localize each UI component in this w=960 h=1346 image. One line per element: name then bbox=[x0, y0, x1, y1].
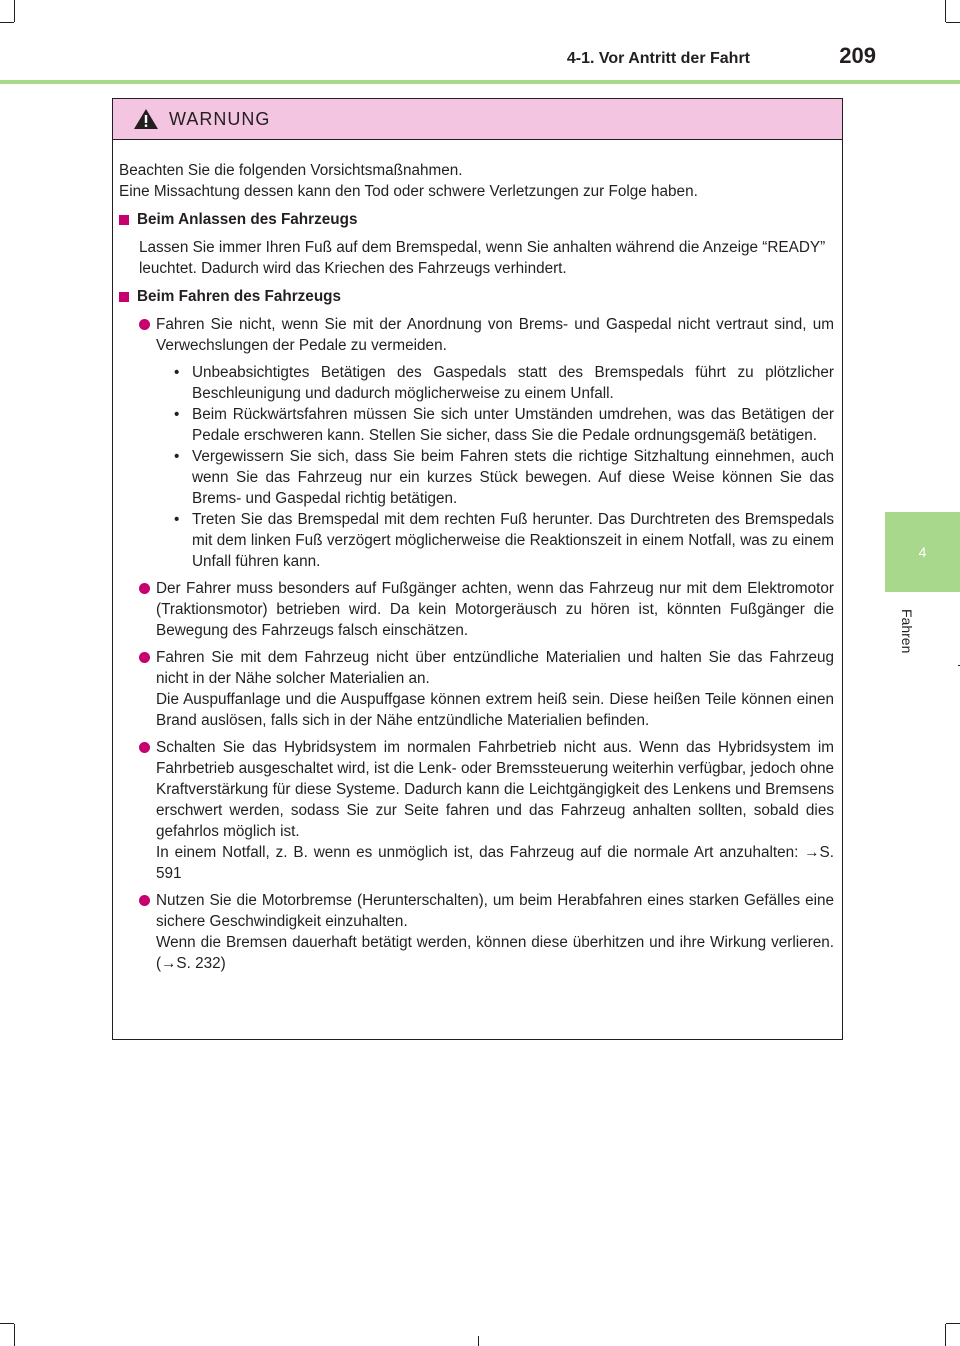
circle-bullet-icon bbox=[139, 742, 150, 753]
circle-bullet-icon bbox=[139, 583, 150, 594]
crop-mark bbox=[478, 1336, 479, 1346]
warning-box bbox=[112, 98, 843, 1040]
section-title: 4-1. Vor Antritt der Fahrt bbox=[566, 50, 750, 67]
circle-bullet-icon bbox=[139, 895, 150, 906]
bullet-dot-icon: • bbox=[174, 448, 180, 465]
square-bullet-icon bbox=[119, 215, 129, 225]
crop-mark bbox=[945, 0, 946, 22]
crop-mark bbox=[946, 1323, 960, 1324]
section-heading bbox=[119, 286, 834, 307]
list-item-content bbox=[156, 578, 834, 641]
list-item-content bbox=[156, 737, 834, 884]
sub-list-item-text: Unbeabsichtigtes Betätigen des Gaspedals statt des Bremspedals führt zu plötzlicher Beschleunigung und dadurch möglicherweise zu einem Unfall. bbox=[192, 364, 834, 402]
paragraph: Nutzen Sie die Motorbremse (Herunterschalten), um beim Herabfahren eines starken Gefälles eine sichere Geschwindigkeit einzuhalten. bbox=[156, 892, 834, 930]
chapter-tab bbox=[885, 512, 960, 592]
sub-list-item-text: Vergewissern Sie sich, dass Sie beim Fahren stets die richtige Sitzhaltung einnehmen, auch wenn Sie das Fahrzeug nur ein kurzes Stück bewegen. Auf diese Weise können Sie das Brems- und Gaspedal richtig betätigen. bbox=[192, 448, 834, 507]
crop-mark bbox=[0, 1323, 14, 1324]
paragraph: Die Auspuffanlage und die Auspuffgase können extrem heiß sein. Diese heißen Teile können einen Brand auslösen, falls sich in der Nähe entzündliche Materialien befinden. bbox=[156, 691, 834, 729]
circle-bullet-icon bbox=[139, 652, 150, 663]
section-text bbox=[139, 237, 834, 279]
warning-intro bbox=[119, 160, 834, 202]
sub-list-item bbox=[174, 404, 834, 446]
crop-mark bbox=[14, 0, 15, 22]
bullet-dot-icon: • bbox=[174, 511, 180, 528]
crop-mark bbox=[0, 22, 14, 23]
crop-mark bbox=[946, 22, 960, 23]
crop-mark bbox=[945, 1324, 946, 1346]
sub-list-item-text: Beim Rückwärtsfahren müssen Sie sich unter Umständen umdrehen, was das Betätigen der Pedale erschweren kann. Stellen Sie sicher, dass Sie die Pedale ordnungsgemäß betätigen. bbox=[192, 406, 834, 444]
list-item-content bbox=[156, 890, 834, 974]
list-item bbox=[139, 647, 834, 731]
list-item bbox=[139, 314, 834, 572]
list-item bbox=[139, 890, 834, 974]
bullet-dot-icon: • bbox=[174, 406, 180, 423]
warning-title: WARNUNG bbox=[169, 108, 271, 129]
section-heading bbox=[119, 209, 834, 230]
sub-list-item-text: Treten Sie das Bremspedal mit dem rechten Fuß herunter. Das Durchtreten des Bremspedals mit dem linken Fuß verzögert möglicherweise die Reaktionszeit in einem Notfall, was zu einem Unfall führen kann. bbox=[192, 511, 834, 570]
section-heading-text: Beim Anlassen des Fahrzeugs bbox=[137, 211, 358, 228]
warning-header bbox=[113, 99, 842, 140]
warning-body bbox=[113, 140, 842, 974]
paragraph: Schalten Sie das Hybridsystem im normalen Fahrbetrieb nicht aus. Wenn das Hybridsystem im Fahrbetrieb ausgeschaltet wird, ist die Lenk- oder Bremssteuerung weiterhin verfügbar, jedoch ohne Kraftverstärkung für diese Systeme. Dadurch kann die Leichtgängigkeit des Lenkens und Bremsens erschwert werden, sodass Sie zur Seite fahren und das Fahrzeug anhalten sollten, sobald dies gefahrlos möglich ist. bbox=[156, 739, 834, 840]
paragraph: Der Fahrer muss besonders auf Fußgänger achten, wenn das Fahrzeug nur mit dem Elektromotor (Traktionsmotor) betrieben wird. Da kein Motorgeräusch zu hören ist, könnten Fußgänger die Bewegung des Fahrzeugs falsch einschätzen. bbox=[156, 580, 834, 639]
list-item-content bbox=[156, 647, 834, 731]
circle-bullet-icon bbox=[139, 319, 150, 330]
list-item bbox=[139, 737, 834, 884]
paragraph: Wenn die Bremsen dauerhaft betätigt werden, können diese überhitzen und ihre Wirkung verlieren. (→S. 232) bbox=[156, 934, 834, 972]
square-bullet-icon bbox=[119, 292, 129, 302]
sub-list-item bbox=[174, 362, 834, 404]
paragraph: Fahren Sie mit dem Fahrzeug nicht über entzündliche Materialien und halten Sie das Fahrzeug nicht in der Nähe solcher Materialien an. bbox=[156, 649, 834, 687]
list-item-content bbox=[156, 314, 834, 572]
sub-list-item bbox=[174, 509, 834, 572]
crop-mark bbox=[14, 1324, 15, 1346]
paragraph: Fahren Sie nicht, wenn Sie mit der Anordnung von Brems- und Gaspedal nicht vertraut sind, um Verwechslungen der Pedale zu vermeiden. bbox=[156, 316, 834, 354]
header-rule bbox=[0, 80, 960, 84]
paragraph: In einem Notfall, z. B. wenn es unmöglich ist, das Fahrzeug auf die normale Art anzuhalten: →S. 591 bbox=[156, 844, 834, 882]
paragraph: Lassen Sie immer Ihren Fuß auf dem Bremspedal, wenn Sie anhalten während die Anzeige “READY” leuchtet. Dadurch wird das Kriechen des Fahrzeugs verhindert. bbox=[139, 239, 826, 277]
chapter-number: 4 bbox=[918, 544, 927, 560]
bullet-dot-icon: • bbox=[174, 364, 180, 381]
section-heading-text: Beim Fahren des Fahrzeugs bbox=[137, 288, 342, 305]
page-number: 209 bbox=[839, 43, 876, 68]
chapter-label: Fahren bbox=[899, 608, 915, 654]
intro-line: Beachten Sie die folgenden Vorsichtsmaßnahmen. bbox=[119, 162, 463, 179]
sub-list-item bbox=[174, 446, 834, 509]
sub-list bbox=[174, 362, 834, 572]
warning-triangle-icon bbox=[133, 108, 159, 130]
intro-line: Eine Missachtung dessen kann den Tod oder schwere Verletzungen zur Folge haben. bbox=[119, 183, 698, 200]
list-item bbox=[139, 578, 834, 641]
